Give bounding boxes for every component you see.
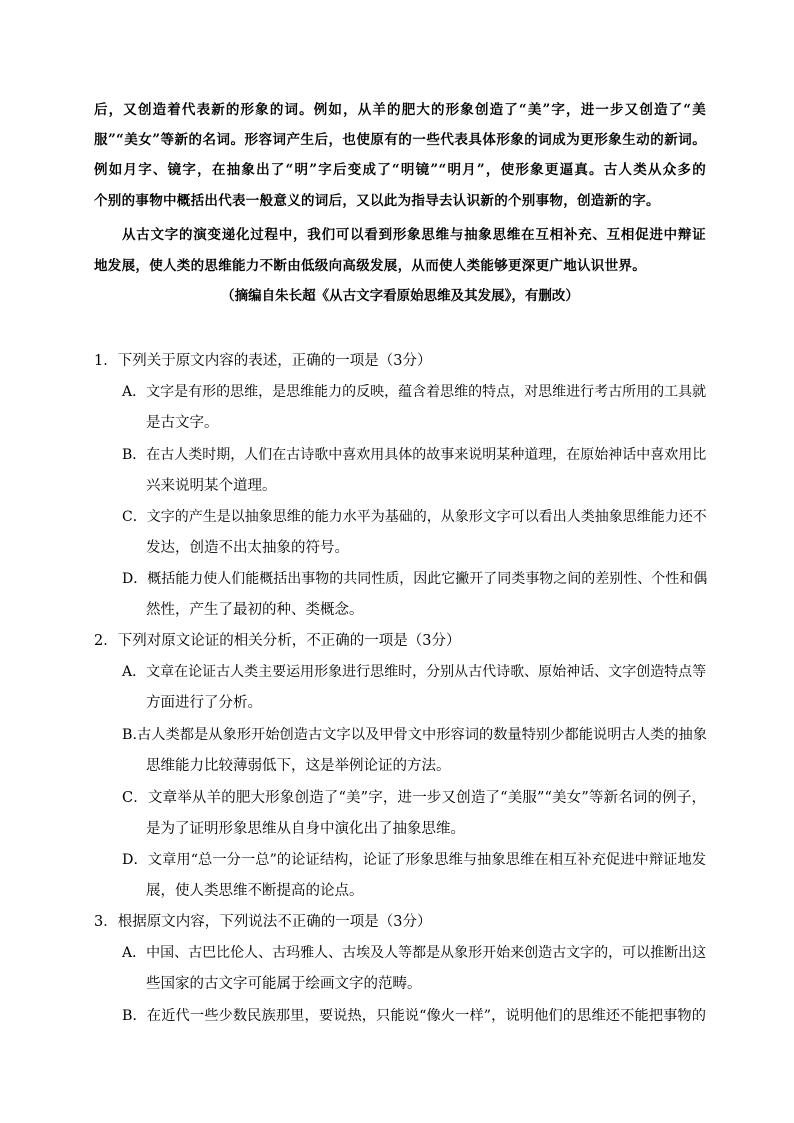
question-1-option-d: D．概括能力使人们能概括出事物的共同性质，因此它撇开了同类事物之间的差别性、个性和偶 (122, 571, 708, 587)
question-2-option-c-cont: 是为了证明形象思维从自身中演化出了抽象思维。 (146, 821, 465, 837)
passage-source: （摘编自朱长超《从古文字看原始思维及其发展》，有删改） (221, 288, 579, 304)
question-2-option-d: D．文章用“总一分一总”的论证结构，论证了形象思维与抽象思维在相互补充促进中辩证地发 (122, 852, 706, 868)
question-3-option-b: B．在近代一些少数民族那里，要说热，只能说“像火一样”，说明他们的思维还不能把事物的 (122, 1008, 706, 1024)
passage-line-2: 服”“美女”等新的名词。形容词产生后，也使原有的一些代表具体形象的词成为更形象生动的新词。 (94, 132, 706, 148)
passage-line-1: 后，又创造着代表新的形象的词。例如，从羊的肥大的形象创造了“美”字，进一步又创造了“美 (94, 102, 706, 118)
question-1-option-c: C．文字的产生是以抽象思维的能力水平为基础的，从象形文字可以看出人类抽象思维能力还不 (122, 509, 707, 525)
question-1-option-b: B．在古人类时期，人们在古诗歌中喜欢用具体的故事来说明某种道理，在原始神话中喜欢用比 (122, 447, 707, 463)
question-3-option-a: A．中国、古巴比伦人、古玛雅人、古埃及人等都是从象形开始来创造古文字的，可以推断出这 (122, 945, 707, 961)
question-2-option-d-cont: 展，使人类思维不断提高的论点。 (146, 883, 364, 899)
question-2-option-a-cont: 方面进行了分析。 (146, 695, 262, 711)
question-2-option-b-cont: 思维能力比较薄弱低下，这是举例论证的方法。 (146, 758, 451, 774)
passage-line-3: 例如月字、镜字，在抽象出了“明”字后变成了“明镜”“明月”，使形象更逼真。古人类从众多的 (94, 162, 706, 178)
question-2-option-a: A．文章在论证古人类主要运用形象进行思维时，分别从古代诗歌、原始神话、文字创造特点等 (122, 664, 707, 680)
question-1-option-a: A．文字是有形的思维，是思维能力的反映，蕴含着思维的特点，对思维进行考古所用的工具就 (122, 384, 707, 400)
question-2-stem: 2．下列对原文论证的相关分析，不正确的一项是（3分） (94, 633, 461, 649)
question-1-option-a-cont: 是古文字。 (146, 415, 219, 431)
question-3-stem: 3．根据原文内容，下列说法不正确的一项是（3分） (94, 914, 432, 930)
question-3-option-a-cont: 些国家的古文字可能属于绘画文字的范畴。 (146, 976, 422, 992)
question-2-option-c: C．文章举从羊的肥大形象创造了“美”字，进一步又创造了“美服”“美女”等新名词的例子， (122, 790, 706, 806)
question-1-option-b-cont: 兴来说明某个道理。 (146, 478, 277, 494)
passage-line-5: 从古文字的演变递化过程中，我们可以看到形象思维与抽象思维在互相补充、互相促进中辩证 (122, 227, 706, 243)
passage-line-4: 个别的事物中概括出代表一般意义的词后，又以此为指导去认识新的个别事物，创造新的字。 (94, 193, 660, 209)
question-1-option-d-cont: 然性，产生了最初的种、类概念。 (146, 602, 364, 618)
question-2-option-b: B.古人类都是从象形开始创造古文字以及甲骨文中形容词的数量特别少都能说明古人类的抽象 (122, 727, 708, 743)
question-1-option-c-cont: 发达，创造不出太抽象的符号。 (146, 540, 349, 556)
question-1-stem: 1．下列关于原文内容的表述，正确的一项是（3分） (94, 353, 432, 369)
passage-line-6: 地发展，使人类的思维能力不断由低级向高级发展，从而使人类能够更深更广地认识世界。 (94, 258, 646, 274)
